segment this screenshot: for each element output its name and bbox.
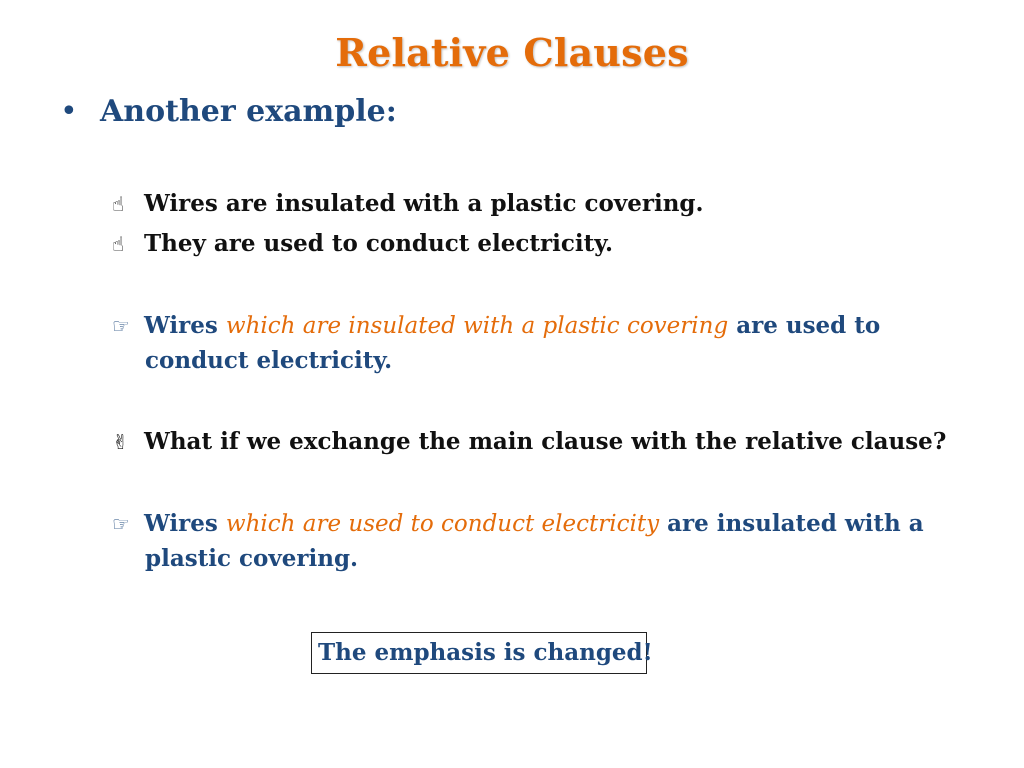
question-line (112, 428, 946, 455)
pointing-finger-icon: ☝ (112, 192, 125, 216)
hand-right-icon: ☞ (112, 314, 130, 338)
bullet-marker: • (60, 94, 78, 129)
relative-clause: which are insulated with a plastic covering (225, 313, 729, 339)
bullet-text: Another example: (100, 94, 397, 129)
sentence-text: Wires are insulated with a plastic covering. (144, 190, 704, 217)
emphasis-note-box: The emphasis is changed! (311, 632, 647, 674)
example-sentence-1 (112, 190, 704, 217)
slide-title: Relative Clauses (335, 30, 689, 75)
combined-sentence-1 (112, 312, 880, 339)
question-text: What if we exchange the main clause with the relative clause? (144, 428, 947, 455)
main-clause-end: are insulated with a (667, 510, 924, 537)
sentence-text: They are used to conduct electricity. (144, 230, 613, 257)
example-sentence-2 (112, 230, 613, 257)
combined-sentence-2 (112, 510, 924, 537)
main-clause-start: Wires (144, 312, 218, 339)
bullet-heading (60, 94, 397, 129)
pointing-finger-icon: ☝ (112, 232, 125, 256)
hand-ok-icon: ✌ (112, 430, 129, 454)
main-clause-end: are used to (736, 312, 881, 339)
combined-sentence-1-continuation: conduct electricity. (145, 347, 393, 374)
relative-clause: which are used to conduct electricity (225, 511, 660, 537)
combined-sentence-2-continuation: plastic covering. (145, 545, 359, 572)
hand-right-icon: ☞ (112, 512, 130, 536)
main-clause-start: Wires (144, 510, 218, 537)
